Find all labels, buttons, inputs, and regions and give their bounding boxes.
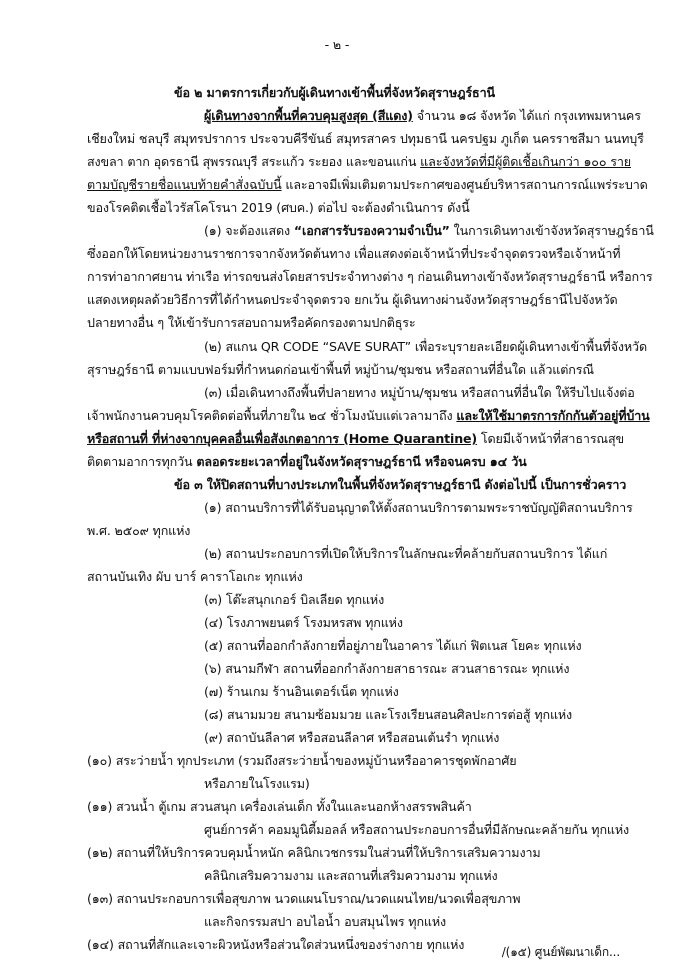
closure-item: ศูนย์การค้า คอมมูนิตี้มอลล์ หรือสถานประกอบการอื่นที่มีลักษณะคล้ายกัน ทุกแห่ง xyxy=(204,822,630,837)
item-3-line-1: (๓) เมื่อเดินทางถึงพื้นที่ปลายทาง หมู่บ้าน/ชุมชน หรือสถานที่อื่นใด ให้รีบไปแจ้งต่อ xyxy=(204,385,635,400)
section-2-intro-line-4 xyxy=(87,177,648,193)
item-3-line-3 xyxy=(87,431,624,447)
item-text: (๑) จะต้องแสดง xyxy=(204,223,294,238)
item-3-line-2 xyxy=(87,408,650,424)
closure-item: (๑๔) สถานที่สักและเจาะผิวหนังหรือส่วนใดส่วนหนึ่งของร่างกาย ทุกแห่ง xyxy=(87,937,465,952)
closure-item: สถานบันเทิง ผับ บาร์ คาราโอเกะ ทุกแห่ง xyxy=(87,569,303,584)
closure-item: (๕) สถานที่ออกกำลังกายที่อยู่ภายในอาคาร ได้แก่ ฟิตเนส โยคะ ทุกแห่ง xyxy=(204,638,582,653)
closure-item: (๑๑) สวนน้ำ ตู้เกม สวนสนุก เครื่องเล่นเด็ก ทั้งในและนอกห้างสรรพสินค้า xyxy=(87,799,472,814)
closure-item: และกิจกรรมสปา อบไอน้ำ อบสมุนไพร ทุกแห่ง xyxy=(204,914,447,929)
page-number: - ๒ - xyxy=(324,37,350,52)
item-2-line-2: สุราษฎร์ธานี ตามแบบฟอร์มที่กำหนดก่อนเข้าพื้นที่ หมู่บ้าน/ชุมชน หรือสถานที่อื่นใด แล้วแต่กรณี xyxy=(87,362,594,377)
quarantine-measure: และให้ใช้มาตรการกักกันตัวอยู่ที่บ้าน xyxy=(456,408,650,423)
item-text: โดยมีเจ้าหน้าที่สาธารณสุข xyxy=(477,431,624,446)
item-3-line-4 xyxy=(87,454,527,470)
closure-item: (๘) สนามมวย สนามซ้อมมวย และโรงเรียนสอนศิลปะการต่อสู้ ทุกแห่ง xyxy=(204,707,573,722)
item-1-line-2: ซึ่งออกให้โดยหน่วยงานราชการจากจังหวัดต้นทาง เพื่อแสดงต่อเจ้าหน้าที่ประจำจุดตรวจหรือเจ้าหน้าที่ xyxy=(87,246,621,261)
closure-item: (๖) สนามกีฬา สถานที่ออกกำลังกายสาธารณะ สวนสาธารณะ ทุกแห่ง xyxy=(204,661,570,676)
closure-item: พ.ศ. ๒๕๐๙ ทุกแห่ง xyxy=(87,523,191,538)
red-zone-label: ผู้เดินทางจากพื้นที่ควบคุมสูงสุด (สีแดง) xyxy=(204,108,413,123)
closure-item: (๒) สถานประกอบการที่เปิดให้บริการในลักษณะที่คล้ายกับสถานบริการ ได้แก่ xyxy=(204,546,608,561)
closure-item: (๗) ร้านเกม ร้านอินเตอร์เน็ต ทุกแห่ง xyxy=(204,684,399,699)
intro-text: และอาจมีเพิ่มเติมตามประกาศของศูนย์บริหารสถานการณ์แพร่ระบาด xyxy=(281,177,648,192)
item-1-line-3: การท่าอากาศยาน ท่าเรือ ท่ารถขนส่งโดยสารประจำทางต่าง ๆ ก่อนเดินทางเข้าจังหวัดสุราษฎร์ธานี หรือการ xyxy=(87,269,653,284)
intro-underlined: ตามบัญชีรายชื่อแนบท้ายคำสั่งฉบับนี้ xyxy=(87,177,282,192)
closure-item: (๑) สถานบริการที่ได้รับอนุญาตให้ตั้งสถานบริการตามพระราชบัญญัติสถานบริการ xyxy=(204,500,633,515)
continuation-note: /(๑๕) ศูนย์พัฒนาเด็ก... xyxy=(501,945,620,959)
closure-item: หรือภายในโรงแรม) xyxy=(204,776,310,791)
item-1-line-5: ปลายทางอื่น ๆ ให้เข้ารับการสอบถามหรือคัดกรองตามปกติธุระ xyxy=(87,315,416,330)
item-text: ในการเดินทางเข้าจังหวัดสุราษฎร์ธานี xyxy=(449,223,654,238)
home-quarantine-label: หรือสถานที่ ที่ห่างจากบุคคลอื่นเพื่อสังเกตอาการ (Home Quarantine) xyxy=(87,431,478,446)
closure-item: (๔) โรงภาพยนตร์ โรงมหรสพ ทุกแห่ง xyxy=(204,615,403,630)
necessity-document-label: “เอกสารรับรองความจำเป็น” xyxy=(293,223,450,238)
item-2-line-1: (๒) สแกน QR CODE “SAVE SURAT” เพื่อระบุรายละเอียดผู้เดินทางเข้าพื้นที่จังหวัด xyxy=(204,339,648,354)
section-2-intro-line-1 xyxy=(204,108,641,124)
section-2-intro-line-2: เชียงใหม่ ชลบุรี สมุทรปราการ ประจวบคีรีขันธ์ สมุทรสาคร ปทุมธานี นครปฐม ภูเก็ต นครราชสีมา นนทบุรี xyxy=(87,131,644,146)
closure-item: (๙) สถาบันลีลาศ หรือสอนลีลาศ หรือสอนเต้นรำ ทุกแห่ง xyxy=(204,730,500,745)
item-text: เจ้าพนักงานควบคุมโรคติดต่อพื้นที่ภายใน ๒๔ ชั่วโมงนับแต่เวลามาถึง xyxy=(87,408,457,423)
section-2-heading: ข้อ ๒ มาตรการเกี่ยวกับผู้เดินทางเข้าพื้นที่จังหวัดสุราษฎร์ธานี xyxy=(174,85,495,100)
section-2-intro-line-5: ของโรคติดเชื้อไวรัสโคโรนา 2019 (ศบค.) ต่อไป จะต้องดำเนินการ ดังนี้ xyxy=(87,200,470,215)
item-text: ติดตามอาการทุกวัน xyxy=(87,454,197,469)
section-3-heading: ข้อ ๓ ให้ปิดสถานที่บางประเภทในพื้นที่จังหวัดสุราษฎร์ธานี ดังต่อไปนี้ เป็นการชั่วคราว xyxy=(174,477,627,492)
closure-item: (๓) โต๊ะสนุกเกอร์ บิลเลียด ทุกแห่ง xyxy=(204,592,385,607)
closure-item: คลินิกเสริมความงาม และสถานที่เสริมความงาม ทุกแห่ง xyxy=(204,868,498,883)
intro-underlined: และจังหวัดที่มีผู้ติดเชื้อเกินกว่า ๑๐๐ ราย xyxy=(420,154,631,169)
quarantine-duration: ตลอดระยะเวลาที่อยู่ในจังหวัดสุราษฎร์ธานี หรือจนครบ ๑๔ วัน xyxy=(196,454,527,469)
item-1-line-4: แสดงเหตุผลด้วยวิธีการที่ได้กำหนดประจำจุดตรวจ ยกเว้น ผู้เดินทางผ่านจังหวัดสุราษฎร์ธานีไปจังหวัด xyxy=(87,292,618,307)
item-1-line-1 xyxy=(204,223,654,239)
section-2-intro-line-3 xyxy=(87,154,631,170)
closure-item: (๑๒) สถานที่ให้บริการควบคุมน้ำหนัก คลินิกเวชกรรมในส่วนที่ให้บริการเสริมความงาม xyxy=(87,845,541,860)
closure-item: (๑๓) สถานประกอบการเพื่อสุขภาพ นวดแผนโบราณ/นวดแผนไทย/นวดเพื่อสุขภาพ xyxy=(87,891,521,906)
intro-text: สงขลา ตาก อุดรธานี สุพรรณบุรี สระแก้ว ระยอง และขอนแก่น xyxy=(87,154,421,169)
closure-item: (๑๐) สระว่ายน้ำ ทุกประเภท (รวมถึงสระว่ายน้ำของหมู่บ้านหรืออาคารชุดพักอาศัย xyxy=(87,753,517,768)
intro-text: จำนวน ๑๘ จังหวัด ได้แก่ กรุงเทพมหานคร xyxy=(412,108,641,123)
